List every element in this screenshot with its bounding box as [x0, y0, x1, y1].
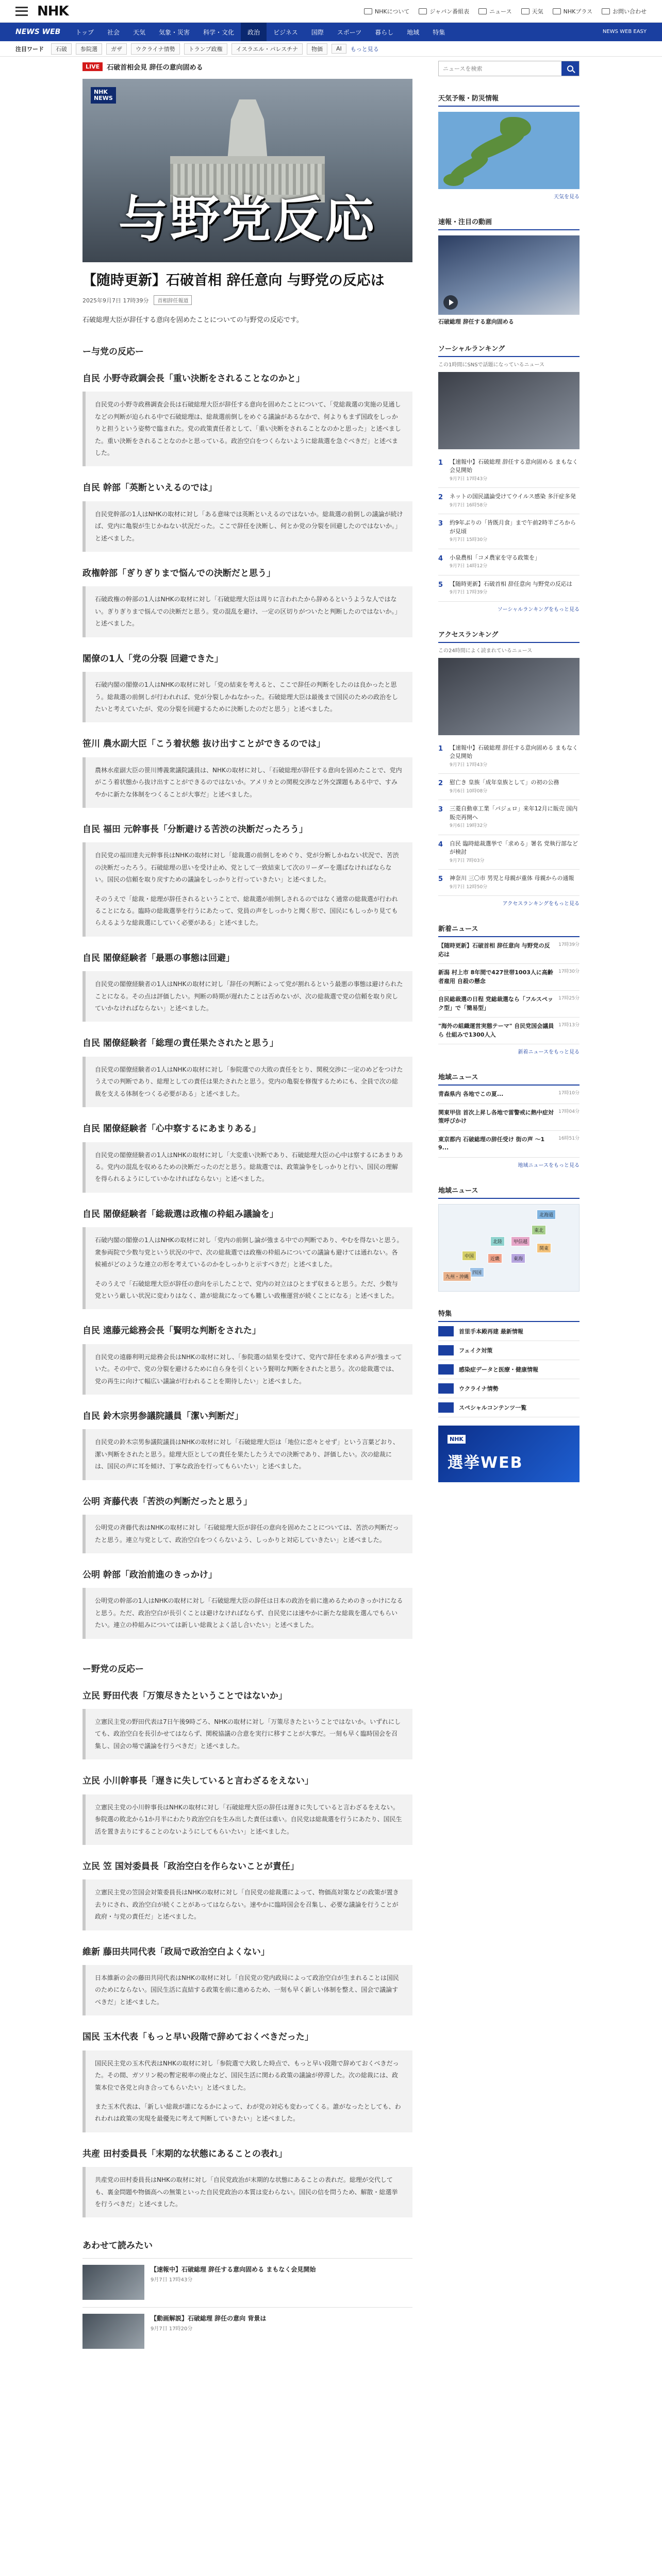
ranking-number: 1 [438, 459, 443, 467]
trending-tag[interactable]: 参院選 [76, 43, 102, 55]
quote-paragraph: そのうえで「石破総理大臣が辞任の意向を示したことで、党内の対立はひとまず収まると思う。ただ、少数与党という厳しい状況に変わりはなく、誰が総裁になっても難しい政権運営が続くことになる」と述べました。 [95, 1280, 398, 1299]
read-more-heading: あわせて読みたい [82, 2241, 153, 2251]
special-thumbnail [438, 1345, 454, 1355]
region-tohoku[interactable]: 東北 [532, 1225, 546, 1235]
quote-box [82, 392, 412, 466]
quote-paragraph: 自民党の閣僚経験者の1人はNHKの取材に対し「辞任の判断によって党が割れるという最悪の事態は避けられたことになる。その点は評価したい。判断の時期が遅れたことは否めないが、次の総裁選で党の信頼を取り戻していかなければならない」と述べました。 [95, 980, 403, 1012]
quote-paragraph: 石破内閣の閣僚の1人はNHKの取材に対し「党内の前倒し論が強まる中での判断であり、やむを得ないと思う。衆参両院で少数与党という状況の中で、次の総裁選では政権の枠組みについての議論も避けては通れない。各候補がどのような連立の形を考えているのかをしっかりと示すべきだ」と述べました。 [95, 1236, 403, 1268]
election-web-banner[interactable] [438, 1426, 580, 1482]
quote-box [82, 1344, 412, 1395]
region-koshinetsu[interactable]: 甲信越 [511, 1236, 530, 1246]
quote-box [82, 1057, 412, 1107]
new-news-heading: 新着ニュース [438, 923, 580, 937]
read-more-thumbnail [82, 2314, 144, 2349]
top-header [0, 0, 662, 23]
video-heading: 速報・注目の動画 [438, 216, 580, 230]
header-link[interactable]: ジャパン番組表 [419, 7, 469, 15]
news-title: "海外の組織運営実態テーマ" 自民党国会議員ら 仕組みで1300人入 [438, 1023, 554, 1038]
ruling-party-heading: ー与党の反応ー [82, 346, 144, 357]
quote-box [82, 1429, 412, 1480]
news-title: 関東甲信 首次上昇し各地で雷警戒に熱中症対策呼びかけ [438, 1109, 554, 1124]
ranking-title: 小泉農相「コメ農家を守る政策を」 [450, 554, 540, 561]
header-link[interactable]: お問い合わせ [602, 7, 647, 15]
section-heading: 自民 閣僚経験者「最悪の事態は回避」 [82, 953, 235, 963]
social-ranking-sub: この1時間にSNSで話題になっているニュース [438, 362, 545, 368]
section-heading: 自民 福田 元幹事長「分断避ける苦渋の決断だったろう」 [82, 824, 308, 835]
access-ranking-thumbnail[interactable] [438, 658, 580, 735]
quote-box [82, 1794, 412, 1845]
quote-paragraph: 石破内閣の閣僚の1人はNHKの取材に対し「党の結束を考えると、ここで辞任の判断をしたのは良かったと思う。総裁選の前倒しが行われれば、党が分裂しかねなかった。石破総理大臣は最後まで国民のための政治をしたいと考えていたが、党の分裂を回避するために決断したのだと思う」と述べました。 [95, 681, 399, 713]
quote-box [82, 1588, 412, 1638]
news-date: 17時04分 [558, 1109, 580, 1114]
quote-paragraph: 公明党の斉藤代表はNHKの取材に対し「石破総理大臣が辞任の意向を固めたことについては、苦渋の判断だったと思う。連立与党として、政治空白をつくらないよう、しっかりと対応していきたい」と述べました。 [95, 1524, 399, 1544]
quote-box [82, 1879, 412, 1930]
quote-box [82, 1515, 412, 1553]
nav-item-life[interactable]: 暮らし [375, 28, 394, 36]
special-heading: 特集 [438, 1308, 580, 1322]
search-input[interactable] [439, 61, 561, 76]
ranking-date: 9月7日 16時58分 [450, 502, 488, 508]
ranking-number: 4 [438, 840, 443, 849]
region-shikoku[interactable]: 四国 [470, 1267, 484, 1277]
news-item[interactable] [438, 964, 580, 991]
region-chugoku[interactable]: 中国 [462, 1251, 476, 1261]
section-heading: 閣僚の1人「党の分裂 回避できた」 [82, 653, 223, 664]
schedule-icon [419, 8, 427, 14]
access-ranking-more-link[interactable]: アクセスランキングをもっと見る [502, 901, 580, 907]
ranking-item[interactable] [438, 549, 580, 575]
news-date: 17時25分 [558, 996, 580, 1001]
main-nav [0, 23, 662, 41]
header-link[interactable]: NHKプラス [553, 7, 592, 15]
quote-paragraph: 立憲民主党の小川幹事長はNHKの取材に対し「石破総理大臣の辞任は遅きに失していると言わざるをえない。参院選の敗北から1か月半にわたり政治空白を生み出した責任は重い。自民党は総裁選を行うにあたり、国民生活を置き去りにすることのないようにしてもらいたい」と述べました。 [95, 1803, 402, 1835]
nav-item-international[interactable]: 国際 [311, 28, 324, 36]
trending-tag[interactable]: イスラエル・パレスチナ [231, 43, 303, 55]
quote-paragraph: 日本維新の会の藤田共同代表はNHKの取材に対し「自民党の党内政局によって政治空白が生まれることは国民のためにならない。国民生活に直結する政策を前に進めるため、一刻も早く新しい体制を整え、国会で議論すべきだ」と述べました。 [95, 1974, 399, 2006]
ranking-title: ネットの国民議論受けてウイルス感染 多汗症多発 [450, 493, 576, 500]
ranking-title: 三菱自動車工業「パジェロ」来年12月に販売 国内販売再開へ [450, 805, 578, 821]
ranking-item[interactable] [438, 870, 580, 896]
header-links [364, 7, 647, 15]
article-date: 2025年9月7日 17時39分 [82, 297, 149, 304]
tv-icon [364, 8, 372, 14]
social-ranking-more-link[interactable]: ソーシャルランキングをもっと見る [497, 606, 580, 613]
news-date: 17時13分 [558, 1023, 580, 1028]
ranking-title: 自民 臨時総裁選挙で「求める」署名 党執行部などが検討 [450, 840, 578, 855]
read-more-title: 【速報中】石破総理 辞任する意向固める まもなく会見開始 [151, 2266, 316, 2274]
ranking-date: 9月6日 19時32分 [450, 823, 488, 828]
ranking-number: 2 [438, 779, 443, 787]
nhk-logo[interactable]: NHK [37, 3, 69, 19]
section-heading: 自民 幹部「英断といえるのでは」 [82, 483, 217, 494]
nav-item-weather[interactable]: 天気 [133, 28, 146, 36]
special-title: ウクライナ情勢 [459, 1385, 499, 1392]
special-title: スペシャルコンテンツ一覧 [459, 1404, 527, 1411]
header-link[interactable]: ニュース [478, 7, 511, 15]
ranking-item[interactable] [438, 575, 580, 602]
ranking-number: 5 [438, 875, 443, 883]
quote-box [82, 1709, 412, 1759]
ranking-title: 【速報中】石破総理 辞任する意向固める まもなく会見開始 [450, 744, 578, 759]
quote-box [82, 1965, 412, 2015]
quote-paragraph: 石破政権の幹部の1人はNHKの取材に対し「石破総理大臣は周りに言われたから辞めるというような人ではない。ぎりぎりまで悩んでの決断だと思う。党の混乱を避け、一定の区切りがついたと判断したのではないか。」と述べました。 [95, 596, 401, 628]
region-hokkaido[interactable]: 北海道 [537, 1210, 556, 1219]
access-ranking-sub: この24時間によく読まれているニュース [438, 648, 533, 654]
header-link[interactable]: NHKについて [364, 7, 410, 15]
ranking-number: 5 [438, 581, 443, 589]
section-heading: 共産 田村委員長「末期的な状態にあることの表れ」 [82, 2148, 287, 2159]
quote-paragraph: 自民党の福田達夫元幹事長はNHKの取材に対し「総裁選の前倒しをめぐり、党が分断しかねない状況で、苦渋の決断だったろう。石破総理の思いを受け止め、党として一致結束して次のリーダーを選ばなければならない。国民の信頼を取り戻すための議論をしっかりと行っていきたい」と述べました。 [95, 852, 399, 884]
region-hokuriku[interactable]: 北陸 [490, 1236, 505, 1246]
read-more-date: 9月7日 17時43分 [151, 2277, 193, 2283]
special-item[interactable] [438, 1398, 580, 1417]
quote-paragraph: 自民党の閣僚経験者の1人はNHKの取材に対し「大変重い決断であり、石破総理大臣の心中は察するにあまりある。党内の混乱を収めるための決断だったのだと思う。総裁選では、政策論争をしっかりと行い、国民の理解を得られるようにしていかなければならない」と述べました。 [95, 1151, 403, 1183]
region-kyushu[interactable]: 九州・沖縄 [443, 1272, 471, 1281]
news-title: 東京都内 石破総理の辞任受け 街の声 〜1 9... [438, 1136, 545, 1151]
weather-icon [521, 8, 529, 14]
nav-item-business[interactable]: ビジネス [273, 28, 298, 36]
live-title[interactable]: 石破首相会見 辞任の意向固める [107, 64, 203, 72]
ranking-item[interactable] [438, 453, 580, 488]
trending-label: 注目ワード [15, 45, 44, 53]
trending-words [0, 41, 662, 57]
ranking-number: 4 [438, 554, 443, 563]
special-item[interactable] [438, 1379, 580, 1398]
quote-paragraph: 自民党の鈴木宗男参議院議員はNHKの取材に対し「石破総理大臣は「地位に恋々とせず」という言葉どおり、潔い判断をされたと思う。総理大臣としての責任を果たしたうえでの決断であり、評価したい。次の総裁には、国民の声に耳を傾け、丁寧な政治を行ってもらいたい」と述べました。 [95, 1438, 399, 1470]
special-item[interactable] [438, 1322, 580, 1341]
quote-box [82, 586, 412, 637]
sidebar [438, 58, 580, 1482]
region-tokai[interactable]: 東海 [511, 1253, 525, 1263]
news-item[interactable] [438, 1104, 580, 1131]
quote-paragraph: 自民党の閣僚経験者の1人はNHKの取材に対し「参院選での大敗の責任をとり、関税交渉に一定のめどをつけたうえでの判断であり、総理としての責任は果たされたと思う。党内の亀裂を修復するためにも、全員で次の総裁を支える体制をつくる必要がある」と述べました。 [95, 1065, 403, 1097]
social-ranking-thumbnail[interactable] [438, 372, 580, 449]
local-news-more-link[interactable]: 地域ニュースをもっと見る [518, 1162, 580, 1168]
section-heading: 自民 閣僚経験者「総裁選は政権の枠組み議論を」 [82, 1209, 278, 1219]
ruling-sections [82, 372, 412, 1639]
news-icon [478, 8, 487, 14]
quote-box [82, 1142, 412, 1193]
header-link[interactable]: 天気 [521, 7, 543, 15]
article-tag[interactable]: 首相辞任報道 [154, 295, 192, 305]
trending-tag[interactable]: トランプ政権 [184, 43, 227, 55]
quote-box [82, 2050, 412, 2132]
nav-item-society[interactable]: 社会 [107, 28, 120, 36]
special-title: 感染症データと医療・健康情報 [459, 1366, 538, 1373]
news-title: 【随時更新】石破首相 辞任意向 与野党の反応は [438, 942, 550, 958]
ranking-date: 9月7日 17時43分 [450, 476, 488, 482]
trending-tag[interactable]: 石破 [51, 43, 72, 55]
ranking-title: 慰亡き 皇族「成年皇族として」の初の公務 [450, 779, 559, 786]
ranking-date: 9月7日 15時30分 [450, 537, 488, 543]
quote-paragraph: 自民党幹部の1人はNHKの取材に対し「ある意味では英断といえるのではないか。総裁選の前倒しの議論が続けば、党内に亀裂が生じかねない状況だった。ここで辞任を決断し、何とか党の分裂を回避したのではないか。」と述べました。 [95, 510, 403, 542]
opposition-heading: ー野党の反応ー [82, 1664, 144, 1674]
ranking-item[interactable] [438, 800, 580, 835]
weather-heading: 天気予報・防災情報 [438, 93, 580, 107]
special-title: 首里手本殿再建 最新情報 [459, 1328, 523, 1335]
read-more-item[interactable] [82, 2307, 412, 2349]
trending-tag[interactable]: ガザ [106, 43, 127, 55]
section-heading: 自民 小野寺政調会長「重い決断をされることなのかと」 [82, 373, 305, 384]
play-icon [443, 295, 458, 310]
quote-paragraph: 立憲民主党の笠国会対策委員長はNHKの取材に対し「自民党の総裁選によって、物価高対策などの政策が置き去りにされ、政治空白が続くことがあってはならない。速やかに臨時国会を召集し、必要な議論を行うことが政府・与党の責任だ」と述べました。 [95, 1889, 399, 1921]
special-thumbnail [438, 1383, 454, 1394]
ranking-title: 【速報中】石破総理 辞任する意向固める まもなく会見開始 [450, 458, 578, 473]
special-list [438, 1322, 580, 1417]
nav-item-features[interactable]: 特集 [433, 28, 445, 36]
ranking-number: 3 [438, 520, 443, 528]
nav-item-politics[interactable]: 政治 [241, 23, 267, 41]
read-more-item[interactable] [82, 2258, 412, 2300]
quote-box [82, 1227, 412, 1309]
live-badge: LIVE [82, 62, 103, 71]
hero-image [82, 79, 412, 262]
news-date: 17時30分 [558, 969, 580, 974]
ranking-item[interactable] [438, 835, 580, 870]
social-ranking-heading: ソーシャルランキング [438, 343, 580, 357]
section-heading: 自民 遠藤元総務会長「賢明な判断をされた」 [82, 1326, 261, 1336]
new-news-list [438, 937, 580, 1044]
video-caption[interactable]: 石破総理 辞任する意向固める [438, 318, 514, 325]
ranking-date: 9月7日 12時50分 [450, 884, 488, 890]
quote-box [82, 2167, 412, 2217]
ranking-title: 神奈川 三〇市 男児と母親が重体 母親からの通報 [450, 875, 574, 882]
special-item[interactable] [438, 1360, 580, 1379]
section-heading: 笹川 農水副大臣「こう着状態 抜け出すことができるのでは」 [82, 739, 325, 750]
news-item[interactable] [438, 991, 580, 1018]
quote-paragraph: 自民党の小野寺政務調査会長は石破総理大臣が辞任する意向を固めたことについて、「党総裁選の実施の見通しなどの判断が迫られる中で石破総理は、総裁選前倒しをめぐる議論があるなかで、何よりもまず国政をしっかりと担うという姿勢で臨まれた。党の政策責任者として、「重い決断をされることなのかと思った」と述べました。重い決断をされることなのかと思っている。政治空白をつくらないように総裁選を急ぐべきだ」と述べました。 [95, 401, 401, 456]
new-news-more-link[interactable]: 新着ニュースをもっと見る [518, 1049, 580, 1055]
section-heading: 維新 藤田共同代表「政局で政治空白よくない」 [82, 1946, 270, 1957]
nav-item-science[interactable]: 科学・文化 [203, 28, 235, 36]
section-heading: 立民 小川幹事長「遅きに失していると言わざるをえない」 [82, 1776, 313, 1787]
region-kinki[interactable]: 近畿 [488, 1253, 502, 1263]
region-heading: 地域ニュース [438, 1185, 580, 1199]
news-title: 新潟 村上市 8年間で427世帯1003人に高齢者雇用 自殺の懸念 [438, 969, 553, 985]
nav-item-top[interactable]: トップ [75, 28, 94, 36]
special-item[interactable] [438, 1341, 580, 1360]
ranking-title: 【随時更新】石破首相 辞任意向 与野党の反応は [450, 580, 572, 587]
news-item[interactable] [438, 937, 580, 964]
ranking-number: 3 [438, 806, 443, 814]
read-more-date: 9月7日 17時20分 [151, 2326, 193, 2332]
quote-paragraph: そのうえで「総裁・総理が辞任されるということで、総裁選が前倒しされるのではなく通常の総裁選が行われることになる。臨時の総裁選挙を行うにあたって、党員の声をしっかりと聞く形で、国民にもしっかり見てもらえるような総裁選にしていく必要がある」と述べました。 [95, 895, 398, 927]
weather-map[interactable] [438, 112, 580, 189]
trending-tag[interactable]: AI [332, 44, 346, 54]
ranking-title: 約9年ぶりの「皆既月食」まで午前2時半ごろからが見頃 [450, 519, 576, 535]
nav-item-sports[interactable]: スポーツ [337, 28, 362, 36]
quote-box [82, 971, 412, 1022]
election-banner-nhk: NHK [448, 1435, 466, 1444]
ranking-number: 1 [438, 744, 443, 753]
weather-more-link[interactable]: 天気を見る [554, 194, 580, 200]
ranking-date: 9月7日 7時03分 [450, 858, 485, 863]
quote-paragraph: 共産党の田村委員長はNHKの取材に対し「自民党政治が末期的な状態にあることの表れだ。総理が交代しても、裏金問題や物価高への無策といった自民党政治の本質は変わらない。国民の信を問うため、解散・総選挙を行うべきだ」と述べました。 [95, 2176, 398, 2208]
local-news-list [438, 1086, 580, 1158]
news-web-brand[interactable]: NEWS WEB [15, 28, 61, 36]
news-item[interactable] [438, 1131, 580, 1158]
news-title: 自民総裁選の日程 党総裁選なら「フルスペック型」で「簡易型」 [438, 996, 554, 1011]
local-news-heading: 地域ニュース [438, 1072, 580, 1086]
section-heading: 公明 斉藤代表「苦渋の判断だったと思う」 [82, 1496, 252, 1507]
ranking-date: 9月6日 10時08分 [450, 788, 488, 794]
special-title: フェイク対策 [459, 1347, 493, 1354]
trending-tag[interactable]: ウクライナ情勢 [131, 43, 180, 55]
region-map [438, 1204, 580, 1292]
ranking-date: 9月7日 14時12分 [450, 564, 488, 569]
special-thumbnail [438, 1364, 454, 1375]
ranking-item[interactable] [438, 488, 580, 514]
quote-paragraph: 公明党の幹部の1人はNHKの取材に対し「石破総理大臣の辞任は日本の政治を前に進めるためのきっかけになると思う。ただ、政治空白が長引くことは避けなければならず、自民党には速やかに新たな総裁を選んでもらいたい。連立の枠組みについては新しい総裁とよく話し合いたい」と述べました。 [95, 1597, 403, 1629]
region-kanto[interactable]: 関東 [537, 1243, 551, 1253]
search-button[interactable] [561, 61, 579, 76]
hero-overlay-text: 与野党反応 [119, 190, 376, 248]
news-date: 17時10分 [558, 1091, 580, 1096]
search-icon [567, 65, 573, 72]
article-meta [82, 295, 412, 305]
article-title: 【随時更新】石破首相 辞任意向 与野党の反応は [82, 273, 385, 289]
ranking-number: 2 [438, 494, 443, 501]
trending-tag[interactable]: 物価 [307, 43, 327, 55]
mail-icon [602, 8, 610, 14]
news-date: 17時39分 [558, 942, 580, 947]
play-icon [553, 8, 561, 14]
featured-video[interactable] [438, 235, 580, 315]
access-ranking-heading: アクセスランキング [438, 629, 580, 643]
news-item[interactable] [438, 1018, 580, 1044]
section-heading: 自民 閣僚経験者「総理の責任果たされたと思う」 [82, 1038, 278, 1049]
ranking-date: 9月7日 17時39分 [450, 590, 488, 595]
article-lead: 石破総理大臣が辞任する意向を固めたことについての与野党の反応です。 [82, 316, 303, 325]
quote-paragraph: また玉木代表は、「新しい総裁が誰になるかによって、わが党の対応も変わってくる。誰がなったとしても、われわれは政策の実現を最優先に考えて判断していきたい」と述べました。 [95, 2103, 401, 2123]
section-heading: 自民 閣僚経験者「心中察するにあまりある」 [82, 1124, 261, 1134]
nav-item-disaster[interactable]: 気象・災害 [159, 28, 190, 36]
election-banner-title: 選挙WEB [448, 1453, 523, 1472]
hamburger-menu-icon[interactable] [15, 7, 28, 16]
news-item[interactable] [438, 1086, 580, 1104]
section-heading: 公明 幹部「政治前進のきっかけ」 [82, 1569, 217, 1580]
access-ranking-list [438, 739, 580, 896]
social-ranking-list [438, 453, 580, 602]
section-heading: 国民 玉木代表「もっと早い段階で辞めておくべきだった」 [82, 2032, 313, 2043]
quote-box [82, 842, 412, 936]
section-heading: 立民 野田代表「万策尽きたということではないか」 [82, 1690, 287, 1701]
quote-box [82, 757, 412, 808]
ranking-item[interactable] [438, 514, 580, 549]
nhk-news-badge: NHK NEWS [91, 87, 116, 104]
read-more-title: 【動画解説】石破総理 辞任の意向 背景は [151, 2315, 267, 2323]
article-column [82, 58, 412, 2349]
quote-paragraph: 自民党の遠藤利明元総務会長はNHKの取材に対し、「参院選の結果を受けて、党内で辞任を求める声が強まっていた。その中で、党の分裂を避けるために自ら身を引くという賢明な判断をされたと思う。次の総裁選では、党の再生に向けて幅広い議論が行われることを期待したい」と述べました。 [95, 1353, 402, 1385]
quote-paragraph: 国民民主党の玉木代表はNHKの取材に対し「参院選で大敗した時点で、もっと早い段階で辞めておくべきだった。その間、ガソリン税の暫定税率の廃止など、国民生活に関わる政策の議論が停滞した。次の総裁には、政策本位で各党と向き合ってもらいたい」と述べました。 [95, 2059, 399, 2091]
opposition-sections [82, 1690, 412, 2218]
news-title: 青森県内 各地でこの夏... [438, 1091, 504, 1097]
quote-paragraph: 農林水産副大臣の笹川博義衆議院議員は、NHKの取材に対し、「石破総理が辞任する意向を固めたことで、党内がこう着状態から抜け出すことができるのではないか。アメリカとの関税交渉など外交課題もある中で、すみやかに新たな体制をつくることが大事だ」と述べました。 [95, 766, 402, 798]
news-date: 16時51分 [558, 1136, 580, 1141]
nav-item-local[interactable]: 地域 [407, 28, 420, 36]
ranking-date: 9月7日 17時43分 [450, 762, 488, 768]
section-heading: 自民 鈴木宗男参議院議員「潔い判断だ」 [82, 1411, 243, 1421]
live-banner[interactable] [82, 62, 412, 72]
search-box [438, 61, 580, 76]
news-web-easy-link[interactable]: NEWS WEB EASY [602, 29, 647, 35]
special-thumbnail [438, 1402, 454, 1413]
quote-paragraph: 立憲民主党の野田代表は7日午後9時ごろ、NHKの取材に対し「万策尽きたということではないか。いずれにしても、政治空白を長引かせてはならず、関税協議の合意を実行に移すことが大事だ。一刻も早く臨時国会を召集し、国会の場で議論を行うべきだ」と述べました。 [95, 1718, 401, 1750]
quote-box [82, 672, 412, 722]
trending-more-link[interactable]: もっと見る [350, 45, 379, 53]
ranking-item[interactable] [438, 739, 580, 774]
section-heading: 立民 笠 国対委員長「政治空白を作らないことが責任」 [82, 1861, 299, 1872]
read-more-thumbnail [82, 2265, 144, 2300]
section-heading: 政権幹部「ぎりぎりまで悩んでの決断だと思う」 [82, 568, 275, 579]
special-thumbnail [438, 1326, 454, 1336]
ranking-item[interactable] [438, 774, 580, 800]
quote-box [82, 501, 412, 552]
